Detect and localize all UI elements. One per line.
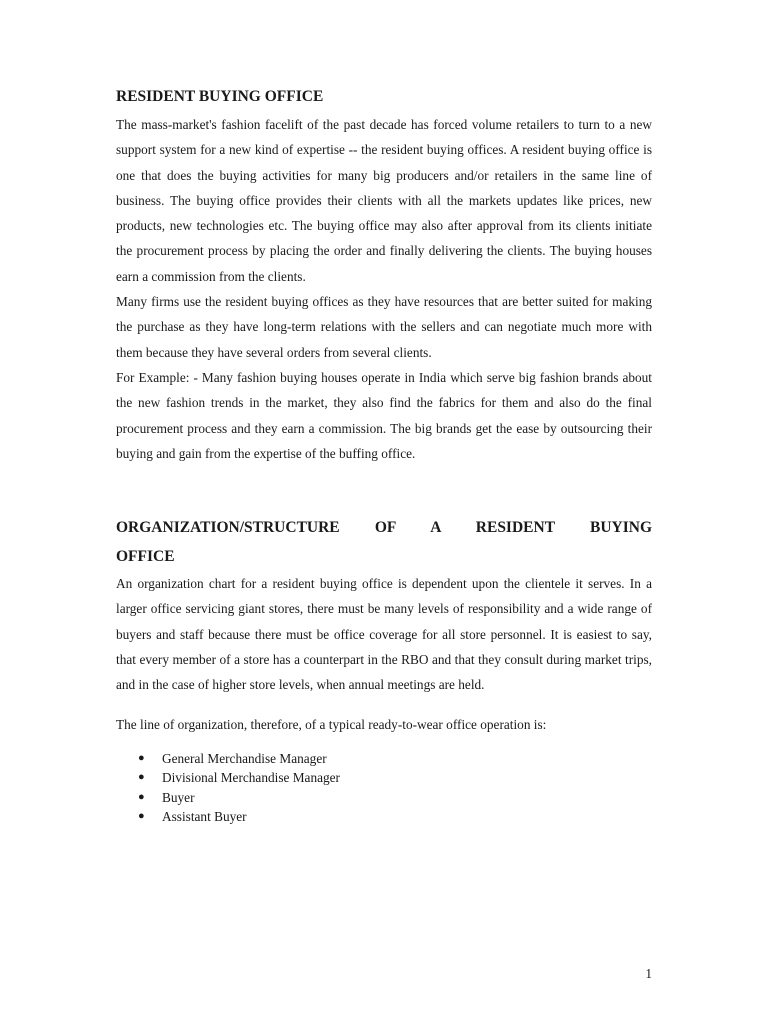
section-heading-structure xyxy=(116,513,652,571)
list-item xyxy=(138,807,652,826)
roles-list xyxy=(116,749,652,826)
bullet-icon: ● xyxy=(138,771,145,784)
list-item xyxy=(138,788,652,807)
paragraph-org-chart: An organization chart for a resident buying office is dependent upon the clientele it serves. In a larger office servicing giant stores, there must be many levels of responsibility and a wide range of buyers and staff because there must be office coverage for all store personnel. It is easiest to say, that every member of a store has a counterpart in the RBO and that they consult during market trips, and in the case of higher store levels, when annual meetings are held. xyxy=(116,576,652,693)
list-item xyxy=(138,768,652,787)
paragraph-example: For Example: - Many fashion buying houses operate in India which serve big fashion brands about the new fashion trends in the market, they also find the fabrics for them and also do the final procurement process and they earn a commission. The big brands get the ease by outsourcing their buying and gain from the expertise of the buffing office. xyxy=(116,369,652,461)
bullet-icon: ● xyxy=(138,790,145,803)
page-number: 1 xyxy=(645,966,652,981)
paragraph-line-of-organization: The line of organization, therefore, of a typical ready-to-wear office operation is: xyxy=(116,716,547,732)
section-heading-structure-line2: OFFICE xyxy=(116,548,175,566)
paragraph-intro: The mass-market's fashion facelift of the past decade has forced volume retailers to turn to a new support system for a new kind of expertise -- the resident buying offices. A resident buying office is one that does the buying activities for many big producers and/or retailers in the same line of business. The buying office provides their clients with all the markets updates like prices, new products, new technologies etc. The buying office may also after approval from its clients initiate the procurement process by placing the order and finally delivering the clients. The buying houses earn a commission from the clients. xyxy=(116,117,652,284)
bullet-icon: ● xyxy=(138,809,145,822)
list-item-text: Divisional Merchandise Manager xyxy=(162,770,340,786)
section-heading-rbo: RESIDENT BUYING OFFICE xyxy=(116,88,324,105)
bullet-icon: ● xyxy=(138,751,145,764)
document-page xyxy=(116,86,652,826)
list-item-text: Assistant Buyer xyxy=(162,808,247,824)
list-item-text: General Merchandise Manager xyxy=(162,750,327,766)
list-item xyxy=(138,749,652,768)
paragraph-firms: Many firms use the resident buying offices as they have resources that are better suited for making the purchase as they have long-term relations with the sellers and can negotiate much more with them because they have several orders from several clients. xyxy=(116,294,652,360)
list-item-text: Buyer xyxy=(162,789,195,805)
section-heading-structure-line1: ORGANIZATION/STRUCTURE OF A RESIDENT BUYING xyxy=(116,519,652,537)
